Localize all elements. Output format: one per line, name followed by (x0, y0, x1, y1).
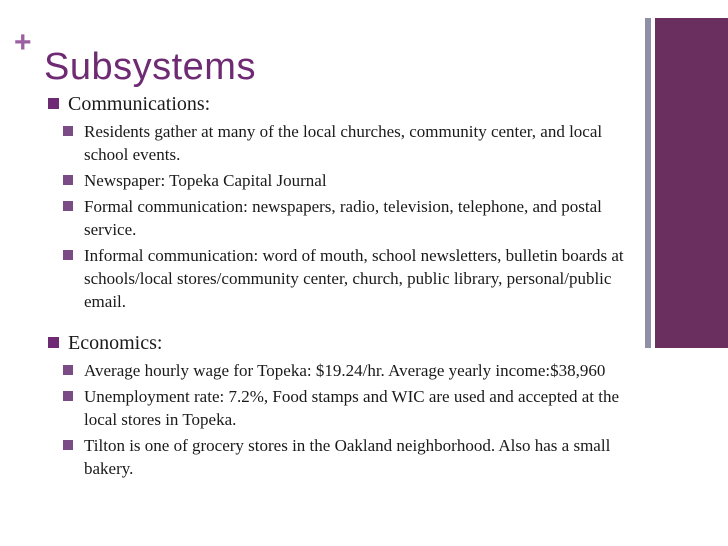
bullet-item (63, 195, 638, 241)
heading-text: Communications: (68, 93, 211, 115)
bullet-text: Formal communication: newspapers, radio, television, telephone, and postal service. (84, 197, 602, 239)
bullet-item (63, 434, 638, 480)
bullet-heading-communications (48, 92, 638, 116)
bullet-text: Informal communication: word of mouth, school newsletters, bulletin boards at schools/local stores/community center, church, public library, personal/public email. (84, 246, 624, 311)
square-bullet-icon (63, 201, 73, 211)
square-bullet-icon (63, 440, 73, 450)
bullet-item (63, 244, 638, 313)
bullet-item (63, 120, 638, 166)
bullet-item (63, 359, 638, 382)
square-bullet-icon (63, 126, 73, 136)
square-bullet-icon (63, 365, 73, 375)
square-bullet-icon (63, 175, 73, 185)
square-bullet-icon (48, 337, 59, 348)
accent-bar-thin (645, 18, 651, 348)
bullet-text: Newspaper: Topeka Capital Journal (84, 171, 327, 190)
slide-body (48, 92, 638, 483)
bullet-item (63, 385, 638, 431)
bullet-text: Average hourly wage for Topeka: $19.24/hr. Average yearly income:$38,960 (84, 361, 606, 380)
square-bullet-icon (48, 98, 59, 109)
accent-bar-thick (655, 18, 728, 348)
bullet-text: Residents gather at many of the local churches, community center, and local school events. (84, 122, 603, 164)
bullet-text: Unemployment rate: 7.2%, Food stamps and WIC are used and accepted at the local stores in Topeka. (84, 387, 620, 429)
bullet-text: Tilton is one of grocery stores in the Oakland neighborhood. Also has a small bakery. (84, 436, 611, 478)
bullet-item (63, 169, 638, 192)
square-bullet-icon (63, 250, 73, 260)
bullet-heading-economics (48, 331, 638, 355)
slide-title: Subsystems (44, 46, 256, 88)
square-bullet-icon (63, 391, 73, 401)
heading-text: Economics: (68, 332, 163, 354)
plus-decoration: + (14, 26, 32, 59)
